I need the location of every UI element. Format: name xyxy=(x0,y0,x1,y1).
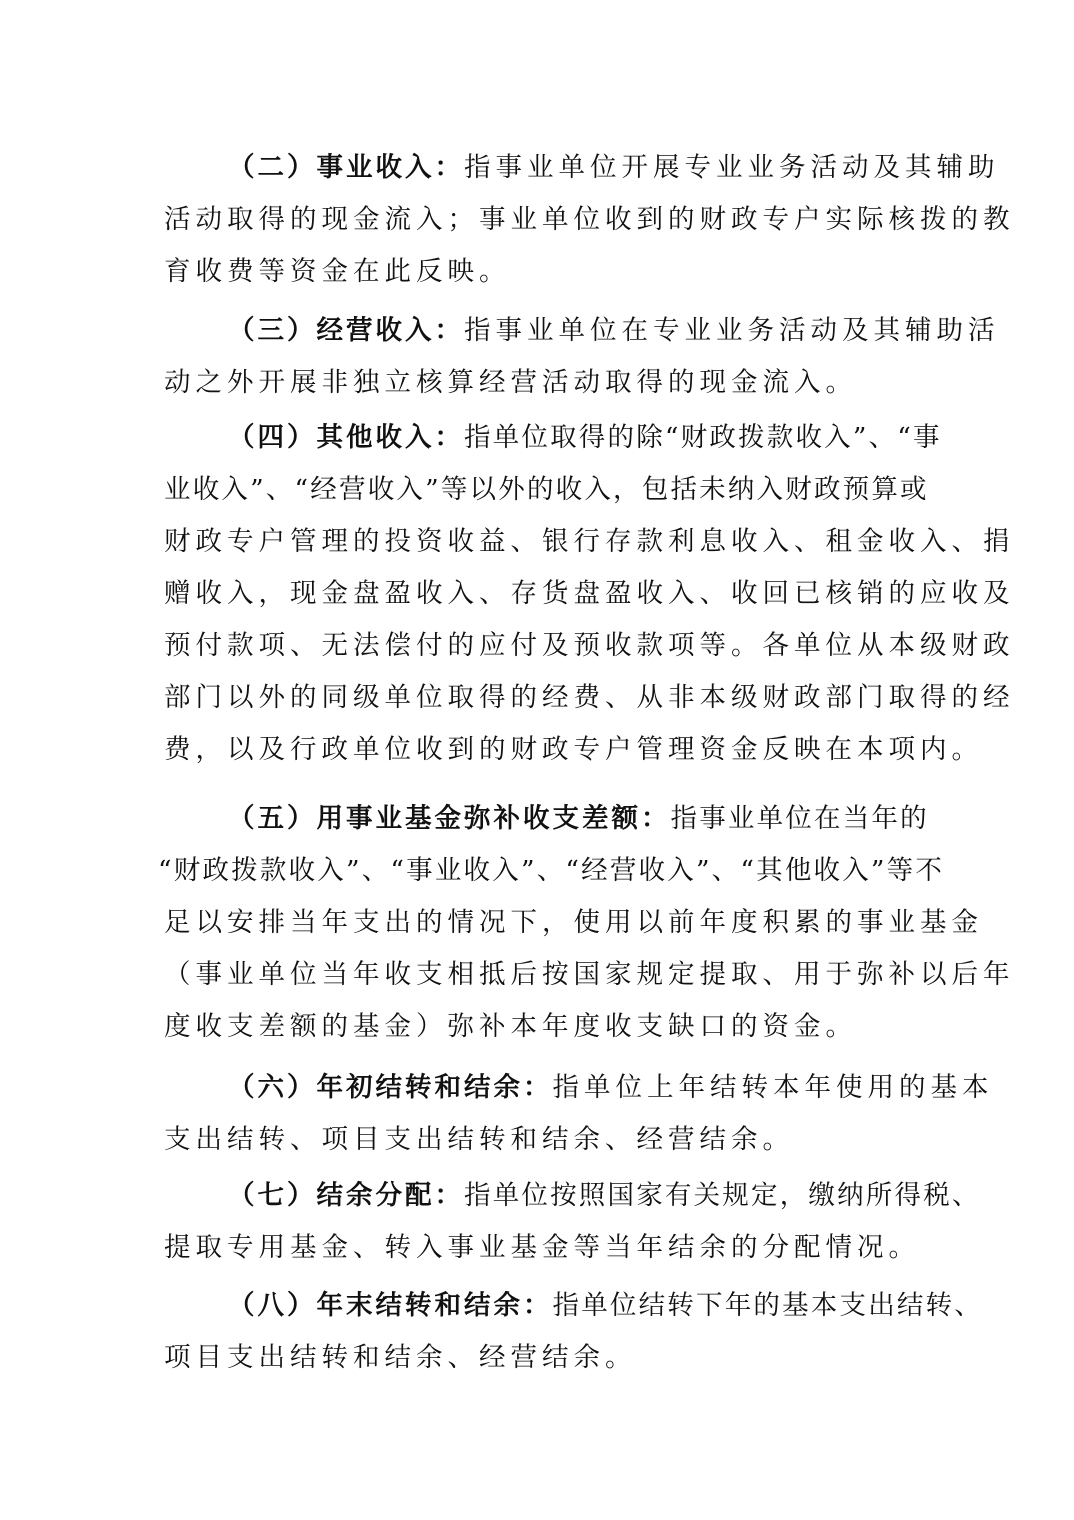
section-text: 指事业单位开展专业业务活动及其辅助 xyxy=(464,152,1000,183)
section-heading: （三）经营收入： xyxy=(228,315,464,346)
paragraph-line xyxy=(164,1062,994,1114)
paragraph-line: 赠收入，现金盘盈收入、存货盘盈收入、收回已核销的应收及 xyxy=(164,578,1015,609)
paragraph-line: 动之外开展非独立核算经营活动取得的现金流入。 xyxy=(164,367,857,398)
section-text: 指单位按照国家有关规定，缴纳所得税、 xyxy=(464,1180,981,1211)
paragraph-line: 育收费等资金在此反映。 xyxy=(164,256,511,287)
paragraph-line: 度收支差额的基金）弥补本年度收支缺口的资金。 xyxy=(164,1011,857,1042)
section-text: 指单位结转下年的基本支出结转、 xyxy=(552,1290,983,1321)
section-text: 指单位上年结转本年使用的基本 xyxy=(552,1072,994,1103)
paragraph-line xyxy=(164,1170,981,1222)
paragraph-line: 财政专户管理的投资收益、银行存款利息收入、租金收入、捐 xyxy=(164,526,1015,557)
paragraph-line: 足以安排当年支出的情况下，使用以前年度积累的事业基金 xyxy=(164,907,983,938)
section-surplus-distribution xyxy=(164,1170,981,1274)
paragraph-line: “财政拨款收入”、“事业收入”、“经营收入”、“其他收入”等不 xyxy=(158,855,945,886)
section-beginning-carryover xyxy=(164,1062,994,1166)
section-heading: （六）年初结转和结余： xyxy=(228,1072,553,1103)
section-business-fund-offset xyxy=(158,793,1015,1053)
section-heading: （八）年末结转和结余： xyxy=(228,1290,553,1321)
section-ending-carryover xyxy=(164,1280,983,1384)
section-operating-income xyxy=(164,305,1000,409)
section-heading: （七）结余分配： xyxy=(228,1180,464,1211)
paragraph-line: 支出结转、项目支出结转和结余、经营结余。 xyxy=(164,1124,794,1155)
paragraph-line: 预付款项、无法偿付的应付及预收款项等。各单位从本级财政 xyxy=(164,630,1015,661)
paragraph-line xyxy=(164,142,1000,194)
paragraph-line: 提取专用基金、转入事业基金等当年结余的分配情况。 xyxy=(164,1232,920,1263)
section-other-income xyxy=(164,412,1015,776)
paragraph-line: 费，以及行政单位收到的财政专户管理资金反映在本项内。 xyxy=(164,734,983,765)
section-text: 指事业单位在专业业务活动及其辅助活 xyxy=(464,315,1000,346)
section-text: 指事业单位在当年的 xyxy=(670,803,929,834)
section-business-income xyxy=(164,142,1015,298)
paragraph-line xyxy=(164,1280,983,1332)
paragraph-line xyxy=(164,412,948,464)
section-heading: （四）其他收入： xyxy=(228,422,464,453)
paragraph-line: 活动取得的现金流入；事业单位收到的财政专户实际核拨的教 xyxy=(164,204,1015,235)
section-heading: （五）用事业基金弥补收支差额： xyxy=(228,803,671,834)
section-heading: （二）事业收入： xyxy=(228,152,464,183)
paragraph-line: 项目支出结转和结余、经营结余。 xyxy=(164,1342,637,1373)
paragraph-line xyxy=(164,305,1000,357)
paragraph-line: 业收入”、“经营收入”等以外的收入，包括未纳入财政预算或 xyxy=(164,474,929,505)
paragraph-line: 部门以外的同级单位取得的经费、从非本级财政部门取得的经 xyxy=(164,682,1015,713)
paragraph-line: （事业单位当年收支相抵后按国家规定提取、用于弥补以后年 xyxy=(164,959,1015,990)
paragraph-line xyxy=(164,793,948,845)
section-text: 指单位取得的除“财政拨款收入”、“事 xyxy=(464,422,942,453)
